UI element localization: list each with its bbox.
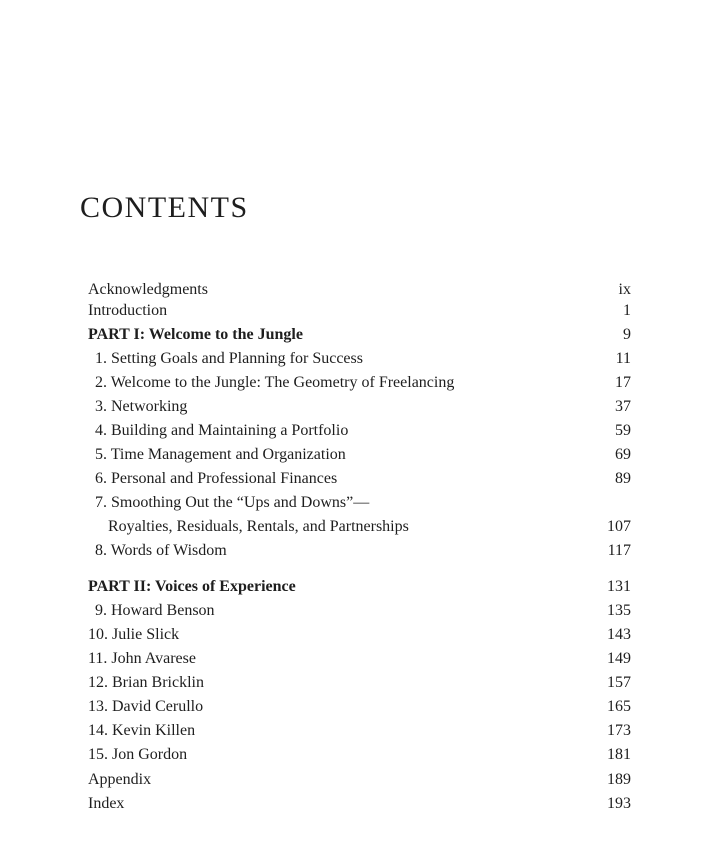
toc-chapter-12 — [88, 671, 631, 695]
toc-entry-label: 11. John Avarese — [88, 650, 196, 667]
toc-entry-page: 165 — [607, 698, 631, 715]
toc-entry-page: 181 — [607, 746, 631, 763]
toc-entry-page: 193 — [607, 795, 631, 812]
toc-entry-label: Appendix — [88, 771, 152, 788]
toc-entry-page: 157 — [607, 674, 631, 691]
toc-entry-label: 5. Time Management and Organization — [95, 446, 346, 463]
toc-entry-label: 15. Jon Gordon — [88, 746, 188, 763]
toc-entry-label: Acknowledgments — [88, 281, 208, 298]
toc-entry-label: 7. Smoothing Out the “Ups and Downs”— — [95, 494, 370, 511]
toc-entry-label: 6. Personal and Professional Finances — [95, 470, 338, 487]
toc-entry-label: 1. Setting Goals and Planning for Success — [95, 350, 363, 367]
toc-entry-introduction — [88, 299, 631, 323]
toc-chapter-4 — [95, 419, 631, 443]
toc-chapter-7 — [95, 491, 631, 515]
toc-entry-page: 131 — [607, 578, 631, 595]
toc-chapter-6 — [95, 467, 631, 491]
toc-entry-label: 8. Words of Wisdom — [95, 542, 227, 559]
toc-entry-label: 2. Welcome to the Jungle: The Geometry of Freelancing — [95, 374, 455, 391]
toc-entry-page: 9 — [623, 326, 631, 343]
toc-chapter-5 — [95, 443, 631, 467]
toc-entry-page: 89 — [615, 470, 631, 487]
toc-part-heading-2 — [88, 575, 631, 599]
toc-entry-label: 14. Kevin Killen — [88, 722, 196, 739]
toc-entry-label: 4. Building and Maintaining a Portfolio — [95, 422, 349, 439]
toc-entry-page: 149 — [607, 650, 631, 667]
toc-entry-appendix — [88, 768, 631, 792]
page-title: CONTENTS — [80, 191, 249, 224]
toc-entry-page: 117 — [607, 542, 631, 559]
toc-entry-page: 173 — [607, 722, 631, 739]
toc-chapter-1 — [95, 347, 631, 371]
toc-part-heading-1 — [88, 323, 631, 347]
toc-entry-label: PART II: Voices of Experience — [88, 578, 296, 595]
toc-entry-page: 59 — [615, 422, 631, 439]
toc-chapter-9 — [95, 599, 631, 623]
toc-chapter-11 — [88, 647, 631, 671]
toc-entry-label: 3. Networking — [95, 398, 188, 415]
toc-entry-page: ix — [618, 281, 631, 298]
toc-entry-label: Index — [88, 795, 125, 812]
toc-entry-page: 189 — [607, 771, 631, 788]
toc-entry-label: 9. Howard Benson — [95, 602, 215, 619]
toc-entry-page: 143 — [607, 626, 631, 643]
toc-entry-label: 10. Julie Slick — [88, 626, 180, 643]
toc-chapter-8 — [95, 539, 631, 563]
toc-entry-label: 13. David Cerullo — [88, 698, 204, 715]
toc-entry-page: 135 — [607, 602, 631, 619]
toc-entry-page: 1 — [623, 302, 631, 319]
toc-entry-label: 12. Brian Bricklin — [88, 674, 204, 691]
toc-entry-page: 69 — [615, 446, 631, 463]
toc-entry-index — [88, 792, 631, 816]
toc-entry-label: Royalties, Residuals, Rentals, and Partnerships — [108, 518, 409, 535]
toc-entry-label: PART I: Welcome to the Jungle — [88, 326, 303, 343]
toc-chapter-14 — [88, 719, 631, 743]
toc-chapter-2 — [95, 371, 631, 395]
toc-chapter-13 — [88, 695, 631, 719]
toc-entry-page: 37 — [615, 398, 631, 415]
toc-entry-label: Introduction — [88, 302, 168, 319]
toc-entry-page: 107 — [607, 518, 631, 535]
toc-chapter-7-continued — [108, 515, 631, 539]
toc-chapter-15 — [88, 743, 631, 767]
toc-chapter-10 — [88, 623, 631, 647]
toc-entry-page: 11 — [615, 350, 631, 367]
toc-entry-page: 17 — [615, 374, 631, 391]
toc-chapter-3 — [95, 395, 631, 419]
